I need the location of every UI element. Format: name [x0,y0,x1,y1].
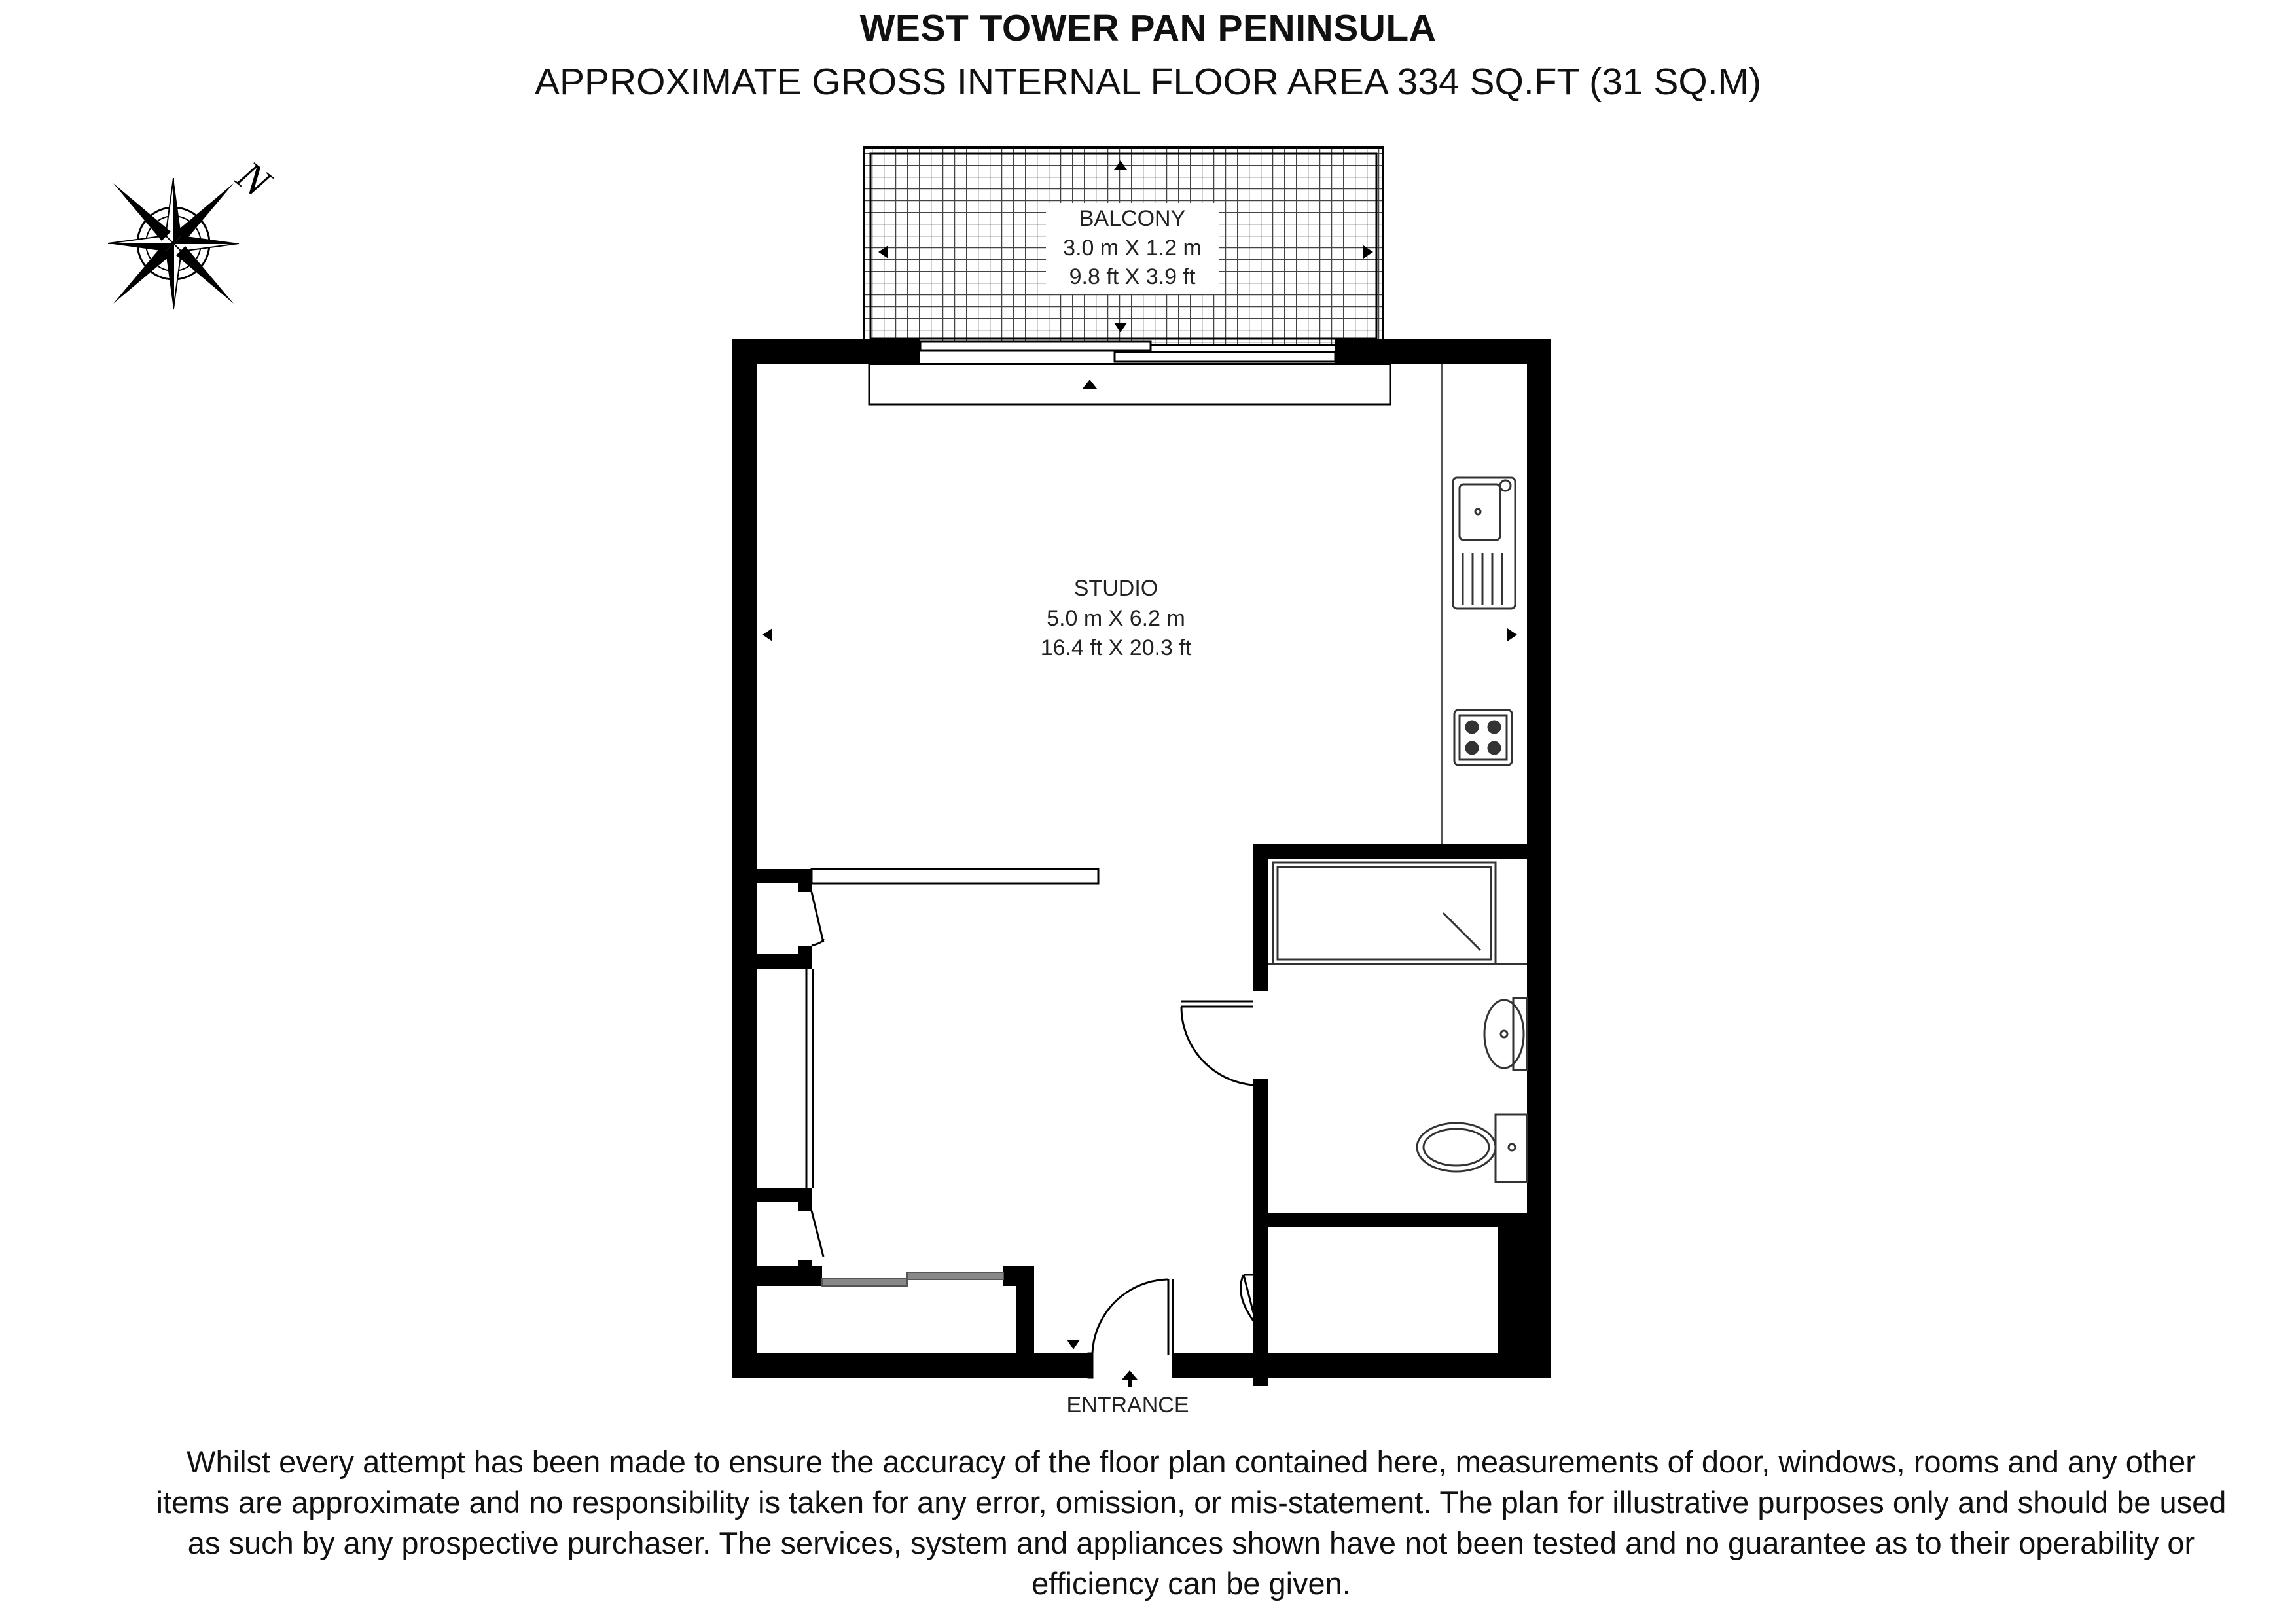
toilet-icon [1417,1115,1527,1182]
balcony-imperial: 9.8 ft X 3.9 ft [1069,264,1196,289]
compass-rose-icon [108,178,239,309]
floor-area-subtitle: APPROXIMATE GROSS INTERNAL FLOOR AREA 334 SQ.FT (31 SQ.M) [534,61,1762,103]
balcony-name: BALCONY [1079,206,1186,231]
studio-metric: 5.0 m X 6.2 m [1047,606,1185,631]
studio-width-arrow-left [762,628,772,641]
bathroom-walls [1253,844,1527,1386]
bottom-left-store-doors [822,1272,1003,1286]
balcony-metric: 3.0 m X 1.2 m [1063,236,1202,260]
entrance-door [1088,1279,1173,1378]
bathtub-icon [1268,863,1527,964]
entrance-depth-arrow [1067,1340,1080,1349]
entrance-arrow-icon [1122,1370,1138,1380]
plan-title: WEST TOWER PAN PENINSULA [859,7,1437,49]
disclaimer-text: Whilst every attempt has been made to ensure the accuracy of the floor plan contained here, measurements of door, windows, rooms and any other items are approximate and no responsibility is taken for any error, omission, or mis-statement. The plan for illustrative purposes only and should be used as such by any prospective purchaser. The services, system and appliances shown have not been tested and no guarantee as to their operability or efficiency can be given. [156,1444,2227,1601]
studio-width-arrow-right [1507,628,1517,641]
hob-icon [1454,710,1512,765]
studio-imperial: 16.4 ft X 20.3 ft [1040,635,1192,660]
entrance-arrow-stem [1128,1378,1132,1387]
entrance-label: ENTRANCE [1066,1393,1189,1418]
studio-name: STUDIO [1073,576,1158,601]
kitchen-sink-icon [1453,478,1515,609]
bathroom-door [1181,1001,1253,1085]
partition-wall [812,869,1098,883]
compass-north-label: N [228,151,279,206]
balcony-sliding-door [869,342,1390,404]
wash-basin-icon [1484,998,1527,1070]
